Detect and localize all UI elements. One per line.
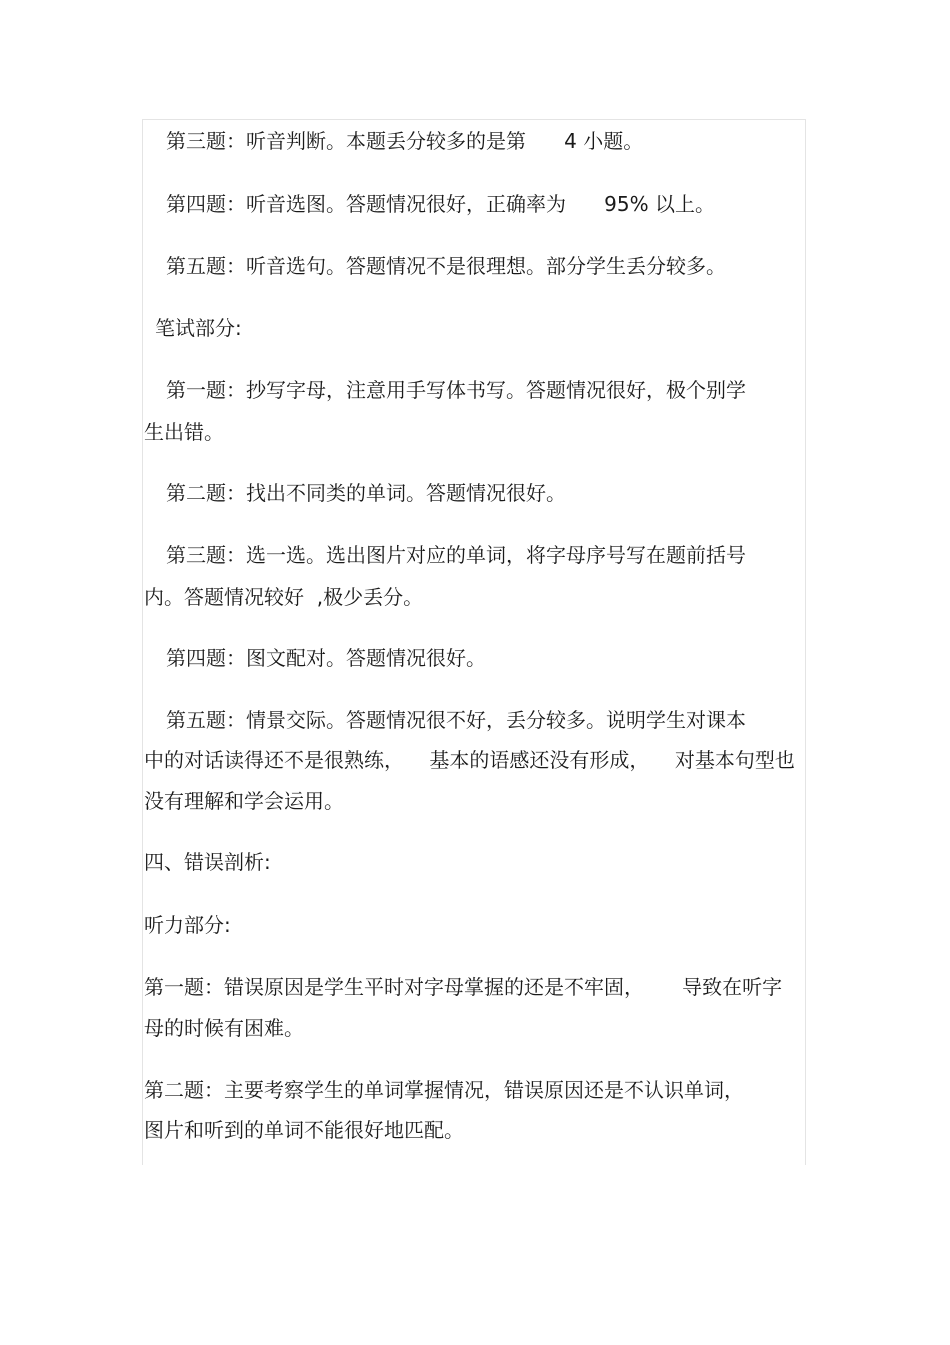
error-analysis-heading: 四、错误剖析: [144, 850, 271, 874]
written-q5-line2: 中的对话读得还不是很熟练， 基本的语感还没有形成， 对基本句型也 [144, 748, 795, 772]
listening-q4-result: 第四题：听音选图。答题情况很好，正确率为 95% 以上。 [166, 192, 715, 216]
written-q5-line1: 第五题：情景交际。答题情况很不好，丢分较多。说明学生对课本 [166, 708, 746, 732]
written-section-heading: 笔试部分: [155, 316, 242, 340]
error-q2-line1: 第二题：主要考察学生的单词掌握情况，错误原因还是不认识单词， [144, 1078, 744, 1102]
written-q5-line3: 没有理解和学会运用。 [144, 789, 344, 813]
listening-q3-result: 第三题：听音判断。本题丢分较多的是第 4 小题。 [166, 129, 644, 153]
error-q2-line2: 图片和听到的单词不能很好地匹配。 [144, 1118, 464, 1142]
error-q1-line1: 第一题：错误原因是学生平时对字母掌握的还是不牢固， 导致在听字 [144, 975, 783, 999]
written-q1-line2: 生出错。 [144, 420, 224, 444]
listening-section-heading: 听力部分: [144, 913, 231, 937]
listening-q5-result: 第五题：听音选句。答题情况不是很理想。部分学生丢分较多。 [166, 254, 726, 278]
written-q4: 第四题：图文配对。答题情况很好。 [166, 646, 486, 670]
written-q3-line1: 第三题：选一选。选出图片对应的单词，将字母序号写在题前括号 [166, 543, 746, 567]
written-q2: 第二题：找出不同类的单词。答题情况很好。 [166, 481, 566, 505]
error-q1-line2: 母的时候有困难。 [144, 1016, 304, 1040]
written-q1-line1: 第一题：抄写字母，注意用手写体书写。答题情况很好，极个别学 [166, 378, 746, 402]
written-q3-line2: 内。答题情况较好 ,极少丢分。 [144, 585, 424, 609]
